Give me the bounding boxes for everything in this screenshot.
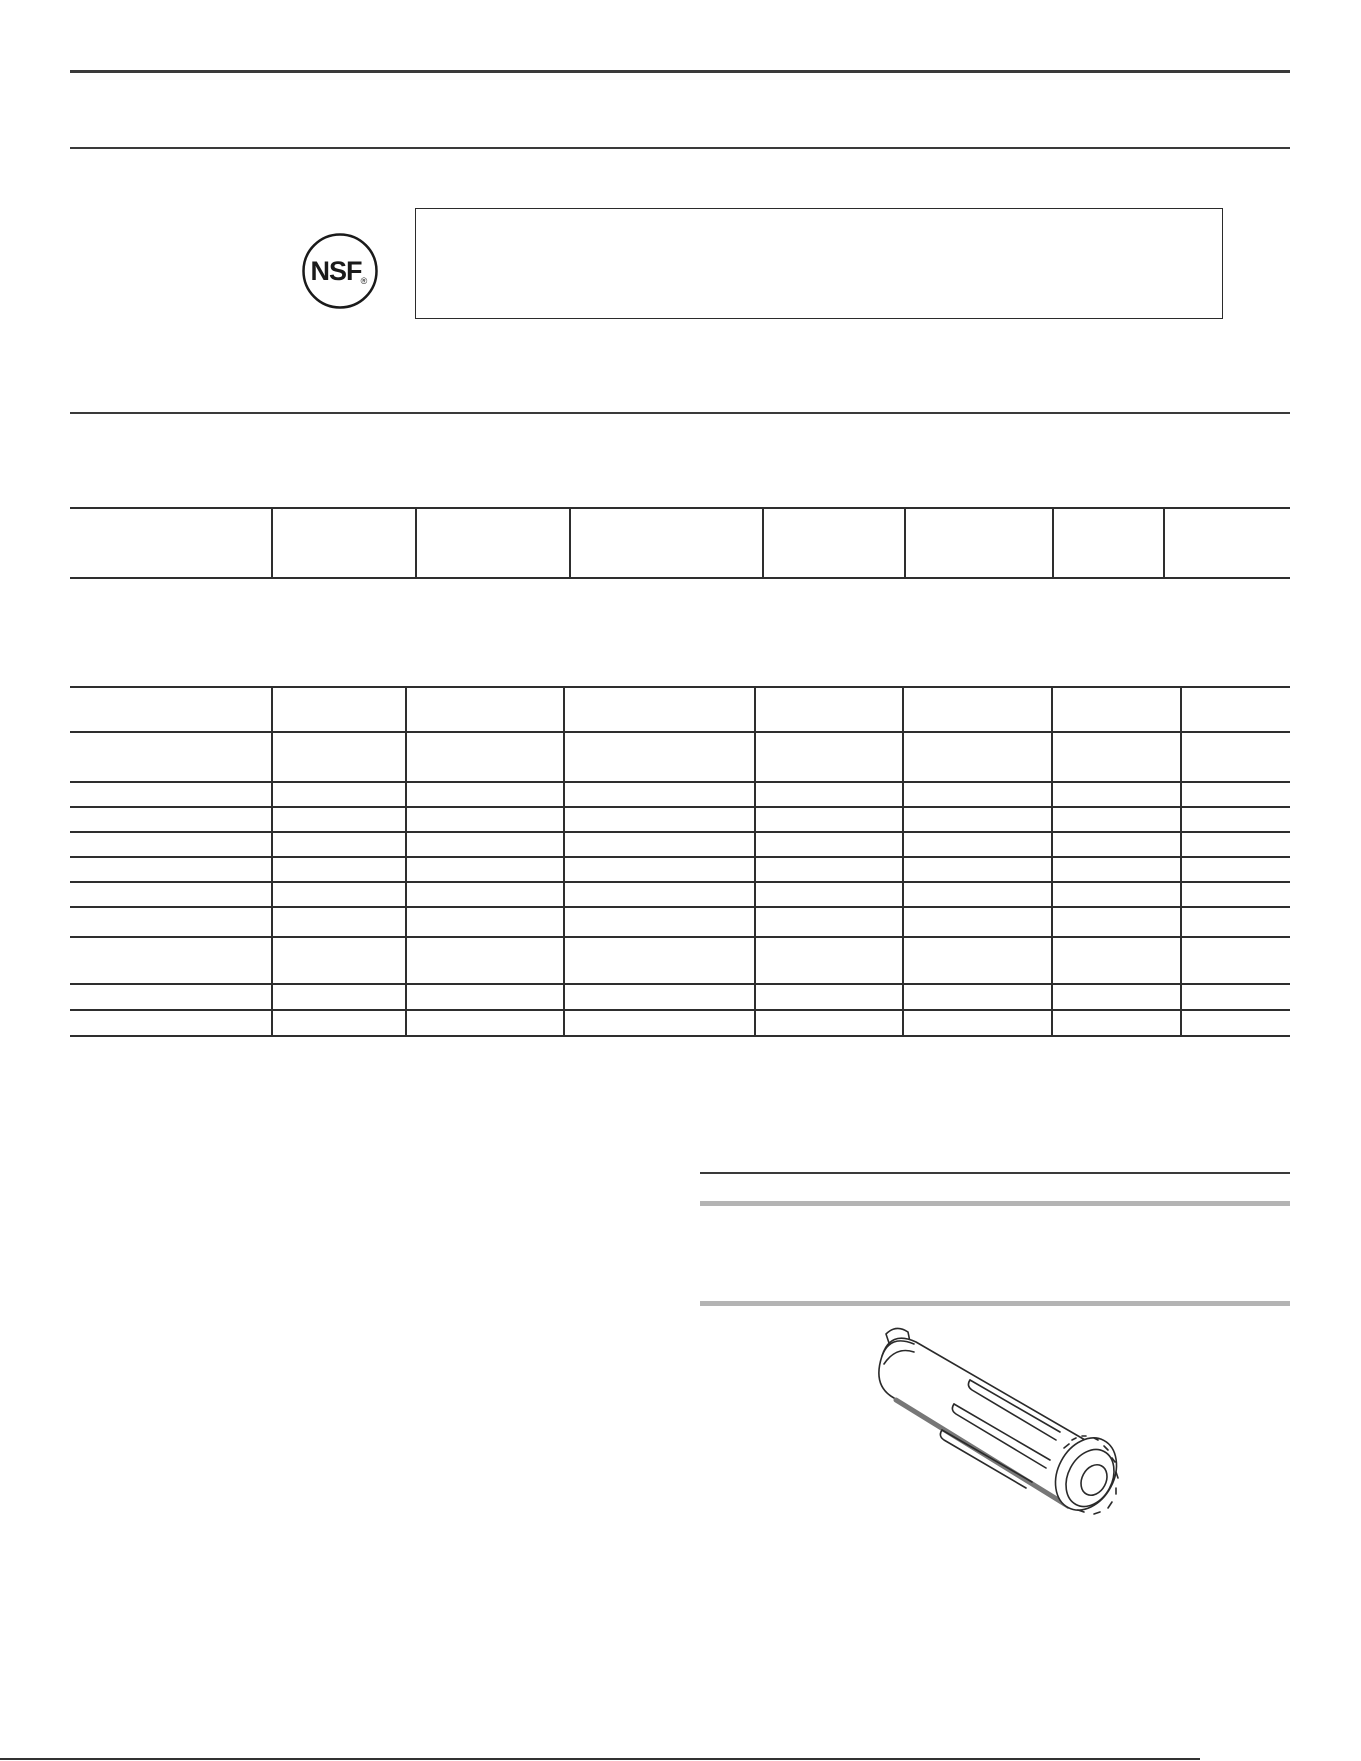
- warning-top-rule: [700, 1201, 1290, 1206]
- table-row: [70, 782, 1290, 807]
- table-cell: [570, 508, 763, 578]
- table-row: [70, 807, 1290, 832]
- table-row: [70, 937, 1290, 984]
- table-row: [70, 984, 1290, 1010]
- section-rule-1: [70, 147, 1290, 149]
- section-rule-2: [70, 412, 1290, 414]
- warning-bottom-rule: [700, 1301, 1290, 1306]
- table-cell: [416, 508, 570, 578]
- table-row: [70, 857, 1290, 882]
- table-cell: [272, 508, 416, 578]
- nsf-wordmark: NSF: [310, 256, 362, 286]
- registered-mark: ®: [360, 276, 368, 286]
- notice-box: [415, 208, 1223, 319]
- table-row: [70, 832, 1290, 857]
- table-cell: [1053, 508, 1164, 578]
- performance-table-header: [70, 507, 1290, 579]
- table-row: [70, 1010, 1290, 1036]
- performance-data-table: [70, 686, 1290, 1037]
- table-row: [70, 732, 1290, 782]
- nsf-certification-icon: [301, 232, 379, 310]
- water-filter-cartridge-icon: [850, 1320, 1140, 1550]
- footer-rule: [0, 1758, 1200, 1760]
- table-row: [70, 882, 1290, 907]
- right-section-rule: [700, 1172, 1290, 1174]
- table-row: [70, 508, 1290, 578]
- table-cell: [1164, 508, 1290, 578]
- table-row: [70, 907, 1290, 937]
- table-cell: [905, 508, 1053, 578]
- table-cell: [70, 508, 272, 578]
- top-rule: [70, 70, 1290, 73]
- table-cell: [763, 508, 905, 578]
- table-row: [70, 687, 1290, 732]
